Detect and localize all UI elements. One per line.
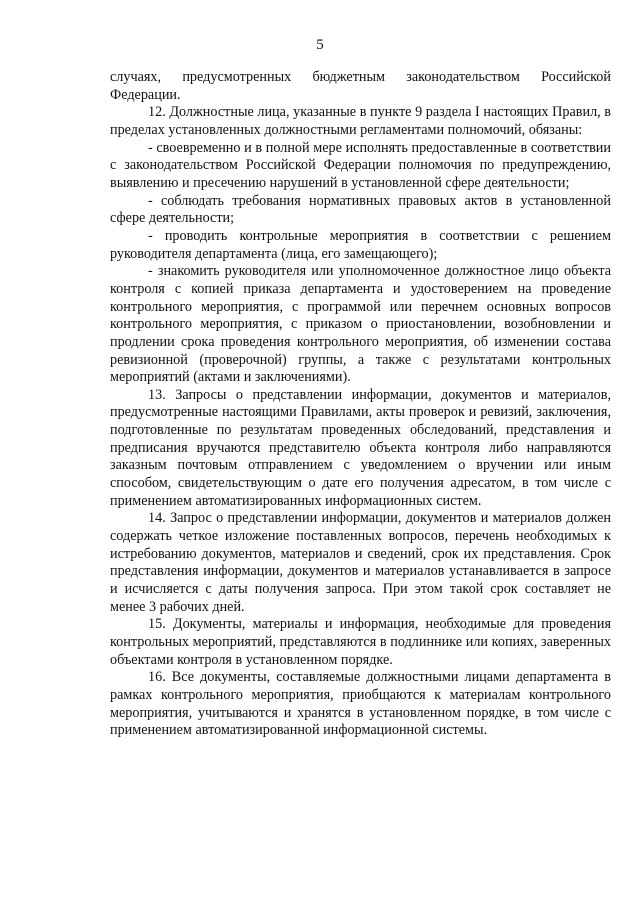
paragraph-16: 16. Все документы, составляемые должностными лицами департамента в рамках контрольного мероприятия, приобщаются к материалам контрольного мероприятия, учитываются и хранятся в установленном порядке, в том числе с применением автоматизированной информационной системы. (110, 669, 611, 739)
list-item-obligation-1: - своевременно и в полной мере исполнять предоставленные в соответствии с законодательством Российской Федерации полномочия по предупреждению, выявлению и пресечению нарушений в установленной сфере деятельности; (110, 139, 611, 191)
list-item-obligation-4: - знакомить руководителя или уполномоченное должностное лицо объекта контроля с копией приказа департамента и удостоверением на проведение контрольного мероприятия, с программой или перечнем основных вопросов контрольного мероприятия, с приказом о приостановлении, возобновлении и продлении срока проведения контрольного мероприятия, об изменении состава ревизионной (проверочной) группы, а также с результатами контрольных мероприятий (актами и заключениями). (110, 263, 611, 386)
paragraph-15: 15. Документы, материалы и информация, необходимые для проведения контрольных мероприятий, представляются в подлиннике или копиях, заверенных объектами контроля в установленном порядке. (110, 616, 611, 668)
paragraph-14: 14. Запрос о представлении информации, документов и материалов должен содержать четкое изложение поставленных вопросов, перечень необходимых к истребованию документов, материалов и сведений, срок их представления. Срок представления информации, документов и материалов устанавливается в запросе и исчисляется с даты получения запроса. При этом такой срок составляет не менее 3 рабочих дней. (110, 510, 611, 615)
paragraph-continuation: случаях, предусмотренных бюджетным законодательством Российской Федерации. (110, 69, 611, 103)
paragraph-12: 12. Должностные лица, указанные в пункте 9 раздела I настоящих Правил, в пределах установленных должностными регламентами полномочий, обязаны: (110, 104, 611, 138)
document-body (110, 69, 611, 740)
list-item-obligation-3: - проводить контрольные мероприятия в соответствии с решением руководителя департамента (лица, его замещающего); (110, 227, 611, 262)
list-item-obligation-2: - соблюдать требования нормативных правовых актов в установленной сфере деятельности; (110, 192, 611, 227)
paragraph-13: 13. Запросы о представлении информации, документов и материалов, предусмотренные настоящими Правилами, акты проверок и ревизий, заключения, подготовленные по результатам проведенных обследований, представления и предписания вручаются представителю объекта контроля либо направляются заказным почтовым отправлением с уведомлением о вручении или иным способом, свидетельствующим о дате его получения адресатом, в том числе с применением автоматизированных информационных систем. (110, 386, 611, 509)
page-number: 5 (316, 37, 324, 53)
